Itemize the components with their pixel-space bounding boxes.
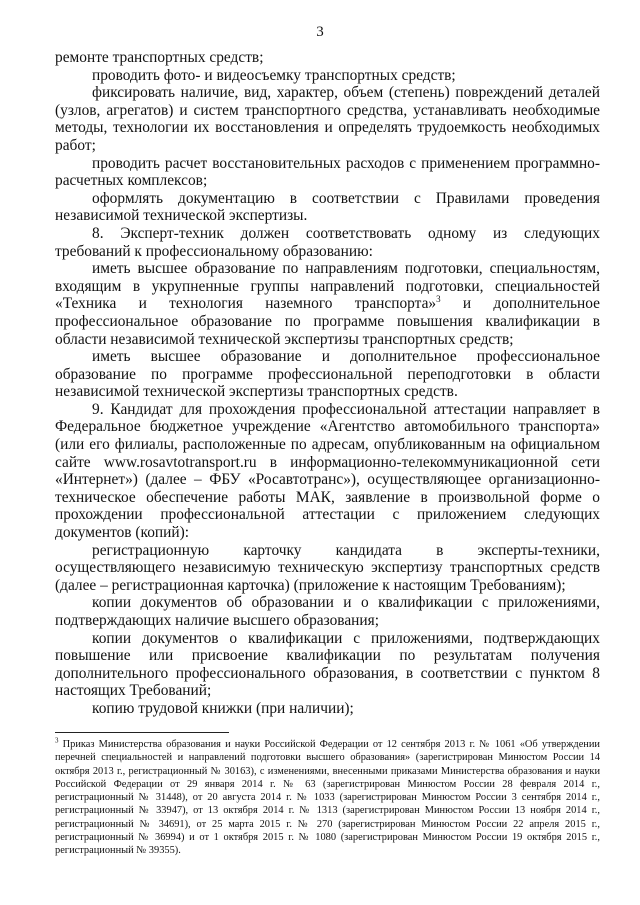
footnote-divider: [55, 732, 229, 733]
paragraph-12: копии документов о квалификации с приложениями, подтверждающих повышение или присвоение квалификации по результатам получения дополнительного профессионального образования, в соответствии с пунктом 8 настоящих Требований;: [55, 629, 600, 700]
paragraph-5: оформлять документацию в соответствии с Правилами проведения независимой технической экспертизы.: [55, 189, 600, 225]
paragraph-6: 8. Эксперт-техник должен соответствовать одному из следующих требований к профессиональному образованию:: [55, 224, 600, 260]
paragraph-10: регистрационную карточку кандидата в эксперты-техники, осуществляющего независимую техническую экспертизу транспортных средств (далее – регистрационная карточка) (приложение к настоящим Требованиям);: [55, 541, 600, 594]
footnote-text: Приказ Министерства образования и науки Российской Федерации от 12 сентября 2013 г. № 1061 «Об утверждении перечней специальностей и направлений подготовки высшего образования» (зарегистрирован Минюстом России 14 октября 2013 г., регистрационный № 30163), с изменениями, внесенными приказами Министерства образования и науки Российской Федерации от 29 января 2014 г. № 63 (зарегистрирован Минюстом России 28 февраля 2014 г., регистрационный № 31448), от 20 августа 2014 г. № 1033 (зарегистрирован Минюстом России 3 сентября 2014 г., регистрационный № 33947), от 13 октября 2014 г. № 1313 (зарегистрирован Минюстом России 13 ноября 2014 г., регистрационный № 34691), от 25 марта 2015 г. № 270 (зарегистрирован Минюстом России 22 апреля 2015 г., регистрационный № 36994) и от 1 октября 2015 г. № 1080 (зарегистрирован Минюстом России 19 октября 2015 г., регистрационный № 39355).: [55, 739, 600, 857]
footnote-paragraph: [55, 738, 600, 858]
document-body: [55, 49, 600, 718]
paragraph-4: проводить расчет восстановительных расходов с применением программно-расчетных комплексов;: [55, 154, 600, 190]
paragraph-13: копию трудовой книжки (при наличии);: [92, 699, 354, 717]
paragraph-7-text: иметь высшее образование по направлениям подготовки, специальностям, входящим в укрупненные группы направлений подготовки, специальностей «Техника и технология наземного транспорта»: [55, 260, 600, 313]
paragraph-7: [55, 260, 600, 348]
footnote-ref-3[interactable]: 3: [436, 294, 441, 305]
paragraph-2: проводить фото- и видеосъемку транспортных средств;: [92, 66, 456, 84]
paragraph-8: иметь высшее образование и дополнительное профессиональное образование по программе профессиональной переподготовки в области независимой технической экспертизы транспортных средств.: [55, 348, 600, 401]
paragraph-1: ремонте транспортных средств;: [55, 49, 264, 66]
footnote: [55, 738, 600, 858]
paragraph-7-tail: и дополнительное профессиональное образование по программе повышения квалификации в области независимой технической экспертизы транспортных средств;: [55, 295, 601, 348]
paragraph-9: 9. Кандидат для прохождения профессиональной аттестации направляет в Федеральное бюджетное учреждение «Агентство автомобильного транспорта» (или его филиалы, расположенные по адресам, опубликованным на официальном сайте www.rosavtotransport.ru в информационно-телекоммуникационной сети «Интернет») (далее – ФБУ «Росавтотранс»), осуществляющее организационно-техническое обеспечение работы МАК, заявление в произвольной форме о прохождении профессиональной аттестации с приложением следующих документов (копий):: [55, 400, 600, 542]
paragraph-11: копии документов об образовании и о квалификации с приложениями, подтверждающих наличие высшего образования;: [55, 594, 600, 629]
page-number: 3: [316, 24, 324, 40]
footnote-mark: 3: [55, 736, 59, 745]
paragraph-3: фиксировать наличие, вид, характер, объем (степень) повреждений деталей (узлов, агрегатов) и систем транспортного средства, устанавливать необходимые методы, технологии их восстановления и определять трудоемкость необходимых работ;: [55, 84, 600, 154]
